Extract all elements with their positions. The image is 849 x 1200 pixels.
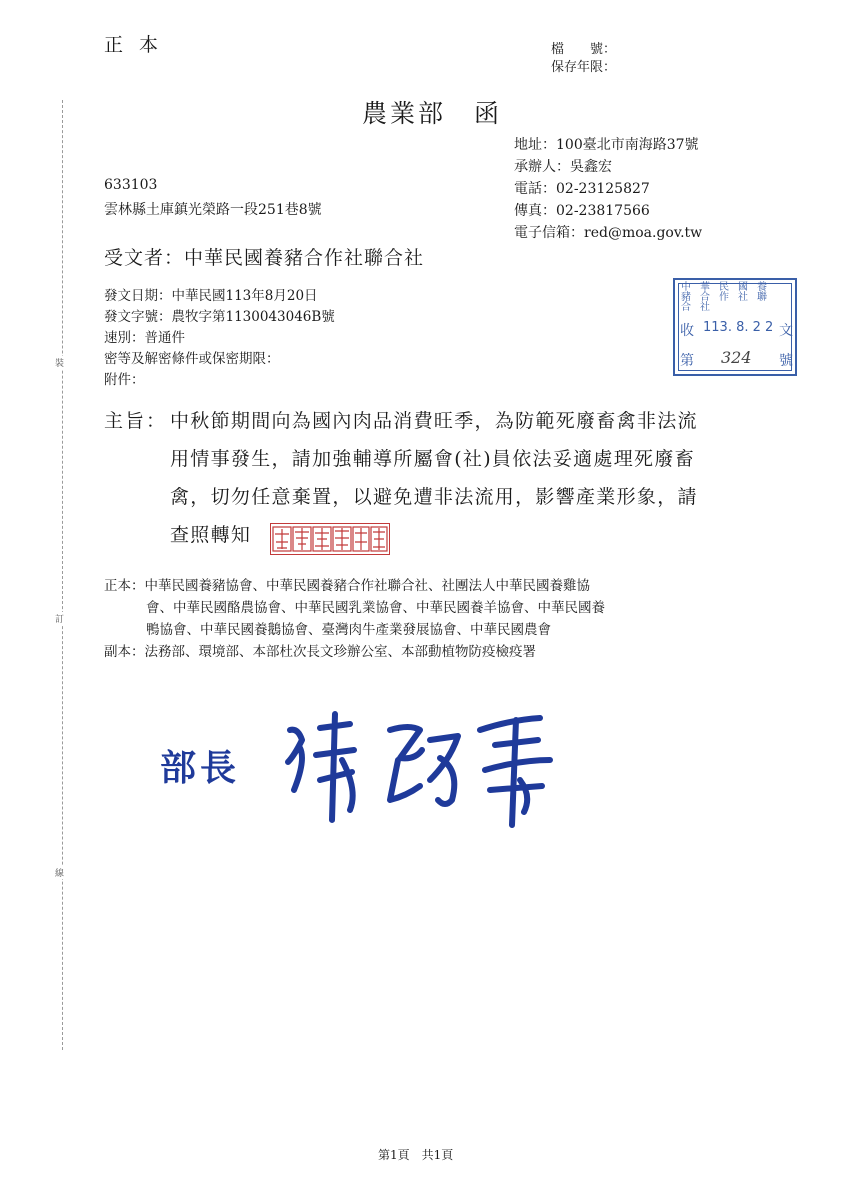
- handwritten-signature: [280, 700, 580, 830]
- page-footer: 第1頁 共1頁: [378, 1148, 454, 1162]
- subject-line-3: 禽，切勿任意棄置，以避免遭非法流用，影響產業形象，請: [170, 486, 698, 508]
- recipient-postal-code: 633103: [104, 177, 158, 193]
- issue-date: 發文日期：中華民國113年8月20日: [104, 288, 318, 304]
- stamp-received-char: 收: [680, 323, 694, 339]
- subject-label: 主旨：: [104, 410, 168, 432]
- delivery-speed: 速別：普通件: [104, 330, 185, 346]
- subject-line-4: 查照轉知: [170, 524, 252, 546]
- stamp-wen-char: 文: [779, 323, 793, 339]
- copy-mark: 正本: [104, 34, 175, 56]
- original-recipients-line-2: 會、中華民國酪農協會、中華民國乳業協會、中華民國養羊協會、中華民國養: [146, 600, 605, 616]
- subject-line-1: 中秋節期間向為國內肉品消費旺季，為防範死廢畜禽非法流: [170, 410, 698, 432]
- sender-address: 地址：100臺北市南海路37號: [514, 137, 699, 153]
- stamp-di-char: 第: [680, 353, 694, 369]
- stamp-date: 113. 8. 2 2: [703, 320, 774, 335]
- seal-graphic: [271, 524, 389, 554]
- copy-recipients: 副本：法務部、環境部、本部杜次長文珍辦公室、本部動植物防疫檢疫署: [104, 644, 536, 660]
- document-title: 農業部 函: [362, 99, 503, 128]
- addressee: 受文者：中華民國養豬合作社聯合社: [104, 247, 425, 269]
- sender-fax: 傳真：02-23817566: [514, 203, 650, 219]
- official-seal: [270, 523, 390, 555]
- document-number: 發文字號：農牧字第1130043046B號: [104, 309, 335, 325]
- subject-line-2: 用情事發生，請加強輔導所屬會(社)員依法妥適處理死廢畜: [170, 448, 695, 470]
- attachment: 附件：: [104, 372, 145, 388]
- binding-line: [62, 100, 63, 1050]
- recipient-street-address: 雲林縣土庫鎮光榮路一段251巷8號: [104, 202, 322, 218]
- file-number-label: 檔 號：: [551, 42, 617, 57]
- confidentiality: 密等及解密條件或保密期限：: [104, 351, 280, 367]
- signature-title: 部長: [160, 748, 241, 789]
- stamp-hao-char: 號: [779, 353, 793, 369]
- original-recipients-line-1: 正本：中華民國養豬協會、中華民國養豬合作社聯合社、社團法人中華民國養雞協: [104, 578, 590, 594]
- binding-mark-zhuang: 裝: [55, 356, 64, 369]
- binding-mark-xian: 線: [55, 866, 64, 879]
- stamp-serial-number: 324: [721, 348, 752, 367]
- retention-label: 保存年限：: [551, 60, 617, 75]
- binding-mark-ding: 訂: [55, 612, 64, 625]
- sender-email: 電子信箱：red@moa.gov.tw: [514, 225, 703, 241]
- sender-handler: 承辦人：吳鑫宏: [514, 159, 612, 175]
- stamp-org-name: 中華民國養豬合作社聯合社: [681, 282, 776, 313]
- received-stamp: [673, 278, 797, 376]
- minister-signature: [160, 700, 580, 830]
- sender-phone: 電話：02-23125827: [514, 181, 650, 197]
- original-recipients-line-3: 鴨協會、中華民國養鵝協會、臺灣肉牛產業發展協會、中華民國農會: [146, 622, 551, 638]
